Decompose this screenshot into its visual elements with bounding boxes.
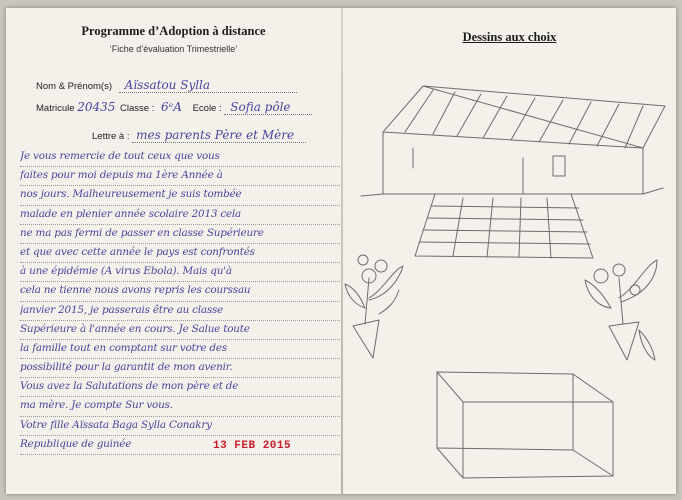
form-subtitle: ‘Fiche d’évaluation Trimestrielle’ bbox=[109, 44, 238, 54]
left-page bbox=[6, 8, 341, 494]
letter-line: faites pour moi depuis ma 1ère Année à bbox=[20, 167, 340, 186]
house-stairs bbox=[415, 194, 593, 258]
letter-line: ne ma pas fermi de passer en classe Supérieure bbox=[20, 225, 340, 244]
classe-label: Classe : bbox=[120, 103, 155, 114]
ecole-label: Ecole : bbox=[192, 103, 222, 114]
date-stamp: 13 FEB 2015 bbox=[213, 440, 292, 452]
lettre-label: Lettre à : bbox=[92, 131, 130, 142]
name-value: Aïssatou Sylla bbox=[124, 78, 211, 92]
classe-value: 6ᵉA bbox=[160, 100, 182, 114]
letter-line: la famille tout en comptant sur votre des bbox=[20, 340, 340, 359]
right-page bbox=[343, 8, 676, 494]
letter-line: à une épidémie (A virus Ebola). Mais qu'à bbox=[20, 263, 340, 282]
letter-line: Supérieure à l'année en cours. Je Salue toute bbox=[20, 321, 340, 340]
house-walls bbox=[361, 132, 663, 196]
letter-line: et que avec cette année le pays est confrontés bbox=[20, 244, 340, 263]
letter-line: Republique de guinée bbox=[20, 436, 340, 455]
drawing-title: Dessins aux choix bbox=[462, 30, 557, 44]
matricule-value: 20435 bbox=[77, 100, 116, 114]
pencil-drawing bbox=[343, 8, 676, 494]
matricule-label: Matricule bbox=[36, 103, 75, 114]
letter-line: Vous avez la Salutations de mon père et de bbox=[20, 378, 340, 397]
matricule-row bbox=[36, 100, 312, 115]
ecole-value: Sofia pôle bbox=[224, 100, 312, 115]
letter-line: Votre fille Aïssata Baga Sylla Conakry bbox=[20, 417, 340, 436]
letter-line: cela ne tienne nous avons repris les courssau bbox=[20, 282, 340, 301]
letter-line: janvier 2015, je passerais être au classe bbox=[20, 302, 340, 321]
letter-body bbox=[20, 148, 340, 455]
letter-line: nos jours. Malheureusement je suis tombée bbox=[20, 186, 340, 205]
name-label: Nom & Prénom(s) bbox=[36, 81, 113, 92]
lettre-value: mes parents Père et Mère bbox=[132, 128, 306, 143]
letter-line: malade en plenier année scolaire 2013 cela bbox=[20, 206, 340, 225]
letter-line: ma mère. Je compte Sur vous. bbox=[20, 397, 340, 416]
box-drawing bbox=[437, 372, 613, 478]
lettre-row bbox=[92, 128, 306, 143]
right-flower-pot bbox=[585, 260, 657, 360]
name-field bbox=[119, 78, 297, 93]
name-row bbox=[36, 78, 297, 93]
form-title: Programme d’Adoption à distance bbox=[81, 24, 266, 38]
letter-line: possibilité pour la garantit de mon avenir. bbox=[20, 359, 340, 378]
letter-line: Je vous remercie de tout ceux que vous bbox=[20, 148, 340, 167]
house-roof bbox=[383, 86, 665, 148]
left-flower-pot bbox=[345, 255, 403, 358]
